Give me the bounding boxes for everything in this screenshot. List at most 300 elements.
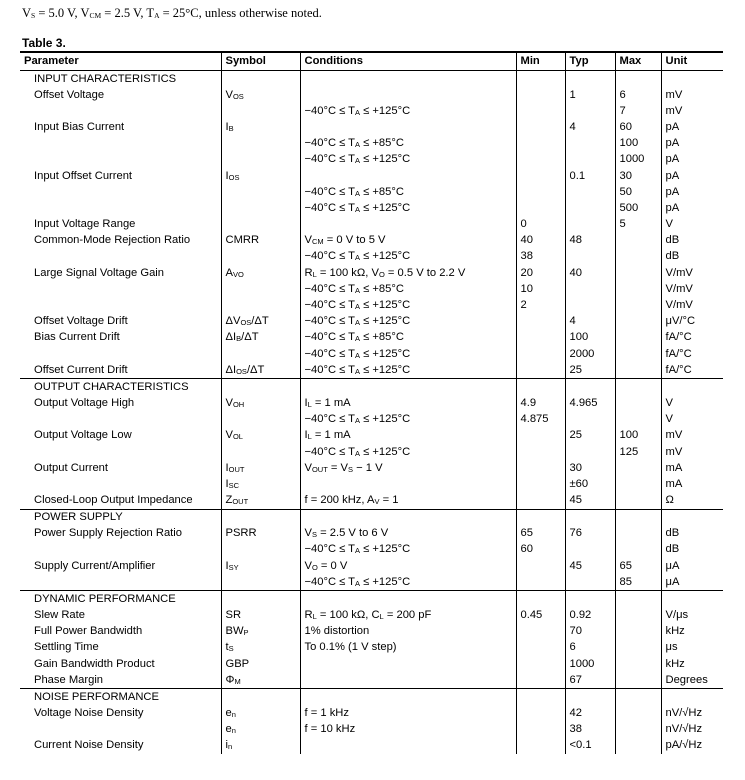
- table-row: [20, 656, 723, 672]
- unit-cell: μA: [661, 574, 723, 591]
- table-row: [20, 168, 723, 184]
- table-row: [20, 233, 723, 249]
- max-cell: [615, 265, 661, 281]
- section-title: DYNAMIC PERFORMANCE: [20, 591, 221, 608]
- conditions-cell: $V_S = 2.5$ V to 6 V: [300, 526, 516, 542]
- table-row: [20, 136, 723, 152]
- min-cell: [516, 705, 565, 721]
- typ-cell: 1000: [565, 656, 615, 672]
- parameter-cell: Common-Mode Rejection Ratio: [34, 234, 191, 247]
- conditions-cell: $-40^\circ C \le T_A \le +125^\circ C$: [300, 152, 516, 168]
- parameter-cell: [20, 184, 221, 200]
- max-cell: 50: [615, 184, 661, 200]
- section-empty-cell: [565, 71, 615, 88]
- max-cell: 1000: [615, 152, 661, 168]
- section-empty-cell: [516, 591, 565, 608]
- section-empty-cell: [615, 71, 661, 88]
- typ-cell: ±60: [565, 476, 615, 492]
- unit-cell: pA: [661, 184, 723, 200]
- symbol-cell: $\Delta I_B/\Delta T$: [221, 330, 300, 346]
- conditions-cell: [300, 656, 516, 672]
- symbol-cell: [221, 574, 300, 591]
- conditions-cell: $-40^\circ C \le T_A \le +85^\circ C$: [300, 136, 516, 152]
- table-row: [20, 542, 723, 558]
- typ-cell: 2000: [565, 346, 615, 362]
- table-row: [20, 705, 723, 721]
- header-symbol: Symbol: [221, 52, 300, 71]
- max-cell: [615, 607, 661, 623]
- table-row: [20, 200, 723, 216]
- typ-cell: 4.965: [565, 395, 615, 411]
- unit-cell: Degrees: [661, 672, 723, 689]
- conditions-cell: $V_{CM} = 0$ V to 5 V: [300, 233, 516, 249]
- max-cell: 65: [615, 558, 661, 574]
- table-row: [20, 314, 723, 330]
- section-empty-cell: [221, 509, 300, 526]
- min-cell: [516, 558, 565, 574]
- min-cell: 0.45: [516, 607, 565, 623]
- unit-cell: mA: [661, 476, 723, 492]
- conditions-cell: $-40^\circ C \le T_A \le +125^\circ C$: [300, 314, 516, 330]
- parameter-cell: Settling Time: [34, 641, 99, 654]
- parameter-cell: [20, 412, 221, 428]
- table-row: [20, 444, 723, 460]
- symbol-cell: [221, 297, 300, 313]
- typ-cell: [565, 136, 615, 152]
- typ-cell: [565, 103, 615, 119]
- unit-cell: V: [661, 412, 723, 428]
- parameter-cell: [20, 346, 221, 362]
- max-cell: 85: [615, 574, 661, 591]
- parameter-cell: [20, 297, 221, 313]
- symbol-cell: $BW_P$: [221, 624, 300, 640]
- table-header-row: [20, 52, 723, 71]
- conditions-cell: $-40^\circ C \le T_A \le +125^\circ C$: [300, 362, 516, 379]
- unit-cell: V/mV: [661, 297, 723, 313]
- symbol-cell: $V_{OH}$: [221, 395, 300, 411]
- conditions-cell: [300, 476, 516, 492]
- table-row: [20, 297, 723, 313]
- min-cell: [516, 624, 565, 640]
- typ-cell: [565, 249, 615, 265]
- min-cell: [516, 87, 565, 103]
- section-empty-cell: [300, 689, 516, 706]
- unit-cell: Ω: [661, 493, 723, 510]
- parameter-cell: [20, 281, 221, 297]
- table-row: [20, 249, 723, 265]
- unit-cell: fA/°C: [661, 346, 723, 362]
- min-cell: [516, 152, 565, 168]
- symbol-cell: $\Delta I_{OS}/\Delta T$: [221, 362, 300, 379]
- unit-cell: dB: [661, 249, 723, 265]
- section-empty-cell: [221, 689, 300, 706]
- symbol-cell: CMRR: [221, 233, 300, 249]
- max-cell: [615, 297, 661, 313]
- section-header-row: [20, 509, 723, 526]
- min-cell: [516, 672, 565, 689]
- conditions-cell: $-40^\circ C \le T_A \le +125^\circ C$: [300, 346, 516, 362]
- symbol-cell: $i_n$: [221, 738, 300, 754]
- section-empty-cell: [661, 509, 723, 526]
- section-header-row: [20, 591, 723, 608]
- typ-cell: [565, 200, 615, 216]
- max-cell: [615, 314, 661, 330]
- table-title: Table 3.: [22, 36, 66, 50]
- parameter-cell: Input Voltage Range: [34, 218, 136, 231]
- symbol-cell: [221, 136, 300, 152]
- min-cell: 40: [516, 233, 565, 249]
- max-cell: [615, 281, 661, 297]
- parameter-cell: Bias Current Drift: [34, 331, 120, 344]
- typ-cell: 25: [565, 428, 615, 444]
- max-cell: [615, 362, 661, 379]
- max-cell: [615, 460, 661, 476]
- unit-cell: V/mV: [661, 265, 723, 281]
- table-row: [20, 738, 723, 754]
- conditions-cell: $-40^\circ C \le T_A \le +85^\circ C$: [300, 330, 516, 346]
- unit-cell: μA: [661, 558, 723, 574]
- conditions-cell: $-40^\circ C \le T_A \le +125^\circ C$: [300, 542, 516, 558]
- conditions-cell: $V_O = 0$ V: [300, 558, 516, 574]
- symbol-cell: [221, 281, 300, 297]
- conditions-cell: f = 1 kHz: [300, 705, 516, 721]
- max-cell: [615, 542, 661, 558]
- section-title: NOISE PERFORMANCE: [20, 689, 221, 706]
- section-empty-cell: [565, 591, 615, 608]
- parameter-cell: Phase Margin: [34, 673, 104, 686]
- typ-cell: 1: [565, 87, 615, 103]
- parameter-cell: Supply Current/Amplifier: [34, 559, 156, 572]
- parameter-cell: [20, 152, 221, 168]
- unit-cell: dB: [661, 542, 723, 558]
- conditions-cell: $-40^\circ C \le T_A \le +85^\circ C$: [300, 184, 516, 200]
- table-row: [20, 672, 723, 689]
- parameter-cell: [20, 542, 221, 558]
- section-empty-cell: [565, 689, 615, 706]
- symbol-cell: [221, 184, 300, 200]
- min-cell: 20: [516, 265, 565, 281]
- max-cell: [615, 233, 661, 249]
- min-cell: [516, 640, 565, 656]
- section-empty-cell: [615, 509, 661, 526]
- section-empty-cell: [615, 591, 661, 608]
- max-cell: [615, 493, 661, 510]
- typ-cell: 6: [565, 640, 615, 656]
- section-empty-cell: [300, 379, 516, 396]
- header-typ: Typ: [565, 52, 615, 71]
- symbol-cell: [221, 412, 300, 428]
- max-cell: 100: [615, 136, 661, 152]
- table-row: [20, 152, 723, 168]
- section-empty-cell: [661, 591, 723, 608]
- unit-cell: mV: [661, 444, 723, 460]
- table-row: [20, 395, 723, 411]
- symbol-cell: $I_B$: [221, 119, 300, 135]
- min-cell: [516, 493, 565, 510]
- typ-cell: 67: [565, 672, 615, 689]
- section-empty-cell: [661, 379, 723, 396]
- symbol-cell: $V_{OS}$: [221, 87, 300, 103]
- symbol-cell: $t_S$: [221, 640, 300, 656]
- typ-cell: 48: [565, 233, 615, 249]
- unit-cell: V/mV: [661, 281, 723, 297]
- parameter-cell: Slew Rate: [34, 609, 85, 622]
- min-cell: [516, 168, 565, 184]
- table-row: [20, 184, 723, 200]
- parameter-cell: Offset Voltage Drift: [34, 315, 128, 328]
- parameter-cell: [20, 476, 221, 492]
- typ-cell: 45: [565, 558, 615, 574]
- table-row: [20, 103, 723, 119]
- typ-cell: 70: [565, 624, 615, 640]
- typ-cell: 38: [565, 722, 615, 738]
- min-cell: [516, 346, 565, 362]
- unit-cell: fA/°C: [661, 362, 723, 379]
- conditions-cell: [300, 87, 516, 103]
- typ-cell: 76: [565, 526, 615, 542]
- min-cell: 0: [516, 217, 565, 233]
- min-cell: 2: [516, 297, 565, 313]
- parameter-cell: Output Current: [34, 461, 108, 474]
- parameter-cell: Input Offset Current: [34, 169, 133, 182]
- section-empty-cell: [565, 509, 615, 526]
- max-cell: 6: [615, 87, 661, 103]
- unit-cell: nV/√Hz: [661, 722, 723, 738]
- symbol-cell: [221, 249, 300, 265]
- typ-cell: <0.1: [565, 738, 615, 754]
- section-empty-cell: [221, 379, 300, 396]
- min-cell: [516, 136, 565, 152]
- min-cell: [516, 444, 565, 460]
- symbol-cell: $I_{SY}$: [221, 558, 300, 574]
- section-header-row: [20, 71, 723, 88]
- conditions-cell: [300, 217, 516, 233]
- conditions-cell: $-40^\circ C \le T_A \le +125^\circ C$: [300, 249, 516, 265]
- max-cell: 500: [615, 200, 661, 216]
- typ-cell: [565, 184, 615, 200]
- unit-cell: mV: [661, 428, 723, 444]
- section-empty-cell: [221, 71, 300, 88]
- parameter-cell: Input Bias Current: [34, 120, 125, 133]
- conditions-cell: $V_{OUT} = V_S - 1$ V: [300, 460, 516, 476]
- min-cell: [516, 428, 565, 444]
- symbol-cell: [221, 217, 300, 233]
- typ-cell: 45: [565, 493, 615, 510]
- symbol-cell: GBP: [221, 656, 300, 672]
- symbol-cell: $\Delta V_{OS}/\Delta T$: [221, 314, 300, 330]
- section-empty-cell: [300, 509, 516, 526]
- unit-cell: pA/√Hz: [661, 738, 723, 754]
- max-cell: [615, 330, 661, 346]
- unit-cell: dB: [661, 233, 723, 249]
- section-empty-cell: [516, 509, 565, 526]
- section-empty-cell: [661, 689, 723, 706]
- unit-cell: pA: [661, 136, 723, 152]
- min-cell: [516, 314, 565, 330]
- header-unit: Unit: [661, 52, 723, 71]
- min-cell: [516, 476, 565, 492]
- min-cell: 4.9: [516, 395, 565, 411]
- max-cell: 7: [615, 103, 661, 119]
- unit-cell: mV: [661, 87, 723, 103]
- symbol-cell: $I_{OUT}$: [221, 460, 300, 476]
- conditions-cell: [300, 672, 516, 689]
- parameter-cell: Gain Bandwidth Product: [34, 657, 155, 670]
- parameter-cell: [20, 200, 221, 216]
- unit-cell: V/μs: [661, 607, 723, 623]
- header-conditions: Conditions: [300, 52, 516, 71]
- conditions-cell: $-40^\circ C \le T_A \le +85^\circ C$: [300, 281, 516, 297]
- symbol-cell: $Z_{OUT}$: [221, 493, 300, 510]
- parameter-cell: Offset Current Drift: [34, 363, 128, 376]
- unit-cell: pA: [661, 200, 723, 216]
- section-header-row: [20, 379, 723, 396]
- unit-cell: V: [661, 395, 723, 411]
- max-cell: [615, 624, 661, 640]
- header-min: Min: [516, 52, 565, 71]
- conditions-cell: $-40^\circ C \le T_A \le +125^\circ C$: [300, 444, 516, 460]
- conditions-cell: $-40^\circ C \le T_A \le +125^\circ C$: [300, 103, 516, 119]
- typ-cell: 25: [565, 362, 615, 379]
- table-row: [20, 493, 723, 510]
- section-empty-cell: [300, 71, 516, 88]
- min-cell: [516, 656, 565, 672]
- conditions-cell: To 0.1% (1 V step): [300, 640, 516, 656]
- table-body: [20, 71, 723, 754]
- specifications-table: [20, 51, 723, 754]
- table-row: [20, 119, 723, 135]
- max-cell: [615, 412, 661, 428]
- max-cell: 125: [615, 444, 661, 460]
- symbol-cell: [221, 152, 300, 168]
- max-cell: [615, 476, 661, 492]
- max-cell: [615, 672, 661, 689]
- unit-cell: mV: [661, 103, 723, 119]
- min-cell: [516, 330, 565, 346]
- typ-cell: [565, 444, 615, 460]
- parameter-cell: Output Voltage High: [34, 396, 135, 409]
- parameter-cell: [20, 136, 221, 152]
- table-row: [20, 624, 723, 640]
- min-cell: 38: [516, 249, 565, 265]
- parameter-cell: Power Supply Rejection Ratio: [34, 527, 182, 540]
- parameter-cell: Large Signal Voltage Gain: [34, 266, 164, 279]
- parameter-cell: Voltage Noise Density: [34, 706, 144, 719]
- max-cell: [615, 346, 661, 362]
- parameter-cell: Current Noise Density: [34, 739, 144, 752]
- max-cell: [615, 640, 661, 656]
- conditions-cell: $R_L = 100$ kΩ, $C_L = 200$ pF: [300, 607, 516, 623]
- section-title: OUTPUT CHARACTERISTICS: [20, 379, 221, 396]
- unit-cell: pA: [661, 119, 723, 135]
- parameter-cell: Offset Voltage: [34, 88, 105, 101]
- symbol-cell: SR: [221, 607, 300, 623]
- symbol-cell: [221, 103, 300, 119]
- max-cell: 60: [615, 119, 661, 135]
- table-row: [20, 558, 723, 574]
- typ-cell: 4: [565, 119, 615, 135]
- table-row: [20, 428, 723, 444]
- typ-cell: 0.92: [565, 607, 615, 623]
- symbol-cell: [221, 444, 300, 460]
- min-cell: [516, 738, 565, 754]
- parameter-cell: [20, 722, 221, 738]
- section-empty-cell: [615, 689, 661, 706]
- typ-cell: 4: [565, 314, 615, 330]
- min-cell: 60: [516, 542, 565, 558]
- max-cell: [615, 656, 661, 672]
- table-row: [20, 330, 723, 346]
- conditions-cell: $R_L = 100$ kΩ, $V_O = 0.5$ V to 2.2 V: [300, 265, 516, 281]
- table-row: [20, 412, 723, 428]
- min-cell: [516, 119, 565, 135]
- min-cell: 10: [516, 281, 565, 297]
- symbol-cell: $\Phi_M$: [221, 672, 300, 689]
- conditions-cell: $-40^\circ C \le T_A \le +125^\circ C$: [300, 412, 516, 428]
- unit-cell: μV/°C: [661, 314, 723, 330]
- parameter-cell: [20, 249, 221, 265]
- unit-cell: V: [661, 217, 723, 233]
- parameter-cell: Closed-Loop Output Impedance: [34, 494, 193, 507]
- symbol-cell: [221, 542, 300, 558]
- typ-cell: [565, 574, 615, 591]
- conditions-cell: [300, 738, 516, 754]
- section-title: POWER SUPPLY: [20, 509, 221, 526]
- parameter-cell: [20, 103, 221, 119]
- unit-cell: fA/°C: [661, 330, 723, 346]
- typ-cell: [565, 542, 615, 558]
- conditions-cell: $I_L = 1$ mA: [300, 428, 516, 444]
- max-cell: 5: [615, 217, 661, 233]
- typ-cell: 0.1: [565, 168, 615, 184]
- conditions-cell: $-40^\circ C \le T_A \le +125^\circ C$: [300, 574, 516, 591]
- conditions-cell: $-40^\circ C \le T_A \le +125^\circ C$: [300, 297, 516, 313]
- symbol-cell: $I_{OS}$: [221, 168, 300, 184]
- test-conditions-line: $V_S = 5.0$ V, $V_{CM} = 2.5$ V, $T_A = 25^\circ C$, unless otherwise noted.: [22, 6, 322, 20]
- symbol-cell: [221, 346, 300, 362]
- table-row: [20, 362, 723, 379]
- min-cell: [516, 722, 565, 738]
- typ-cell: 30: [565, 460, 615, 476]
- symbol-cell: $e_n$: [221, 705, 300, 721]
- table-row: [20, 476, 723, 492]
- table-row: [20, 722, 723, 738]
- max-cell: 100: [615, 428, 661, 444]
- section-empty-cell: [565, 379, 615, 396]
- max-cell: [615, 722, 661, 738]
- section-empty-cell: [615, 379, 661, 396]
- table-row: [20, 607, 723, 623]
- table-row: [20, 526, 723, 542]
- table-row: [20, 87, 723, 103]
- section-empty-cell: [300, 591, 516, 608]
- conditions-cell: $-40^\circ C \le T_A \le +125^\circ C$: [300, 200, 516, 216]
- typ-cell: 100: [565, 330, 615, 346]
- unit-cell: dB: [661, 526, 723, 542]
- typ-cell: [565, 217, 615, 233]
- header-parameter: Parameter: [20, 52, 221, 71]
- symbol-cell: $I_{SC}$: [221, 476, 300, 492]
- max-cell: [615, 249, 661, 265]
- min-cell: 65: [516, 526, 565, 542]
- table-row: [20, 574, 723, 591]
- section-title: INPUT CHARACTERISTICS: [34, 72, 177, 85]
- unit-cell: nV/√Hz: [661, 705, 723, 721]
- unit-cell: kHz: [661, 624, 723, 640]
- symbol-cell: $A_{VO}$: [221, 265, 300, 281]
- section-header-row: [20, 689, 723, 706]
- unit-cell: kHz: [661, 656, 723, 672]
